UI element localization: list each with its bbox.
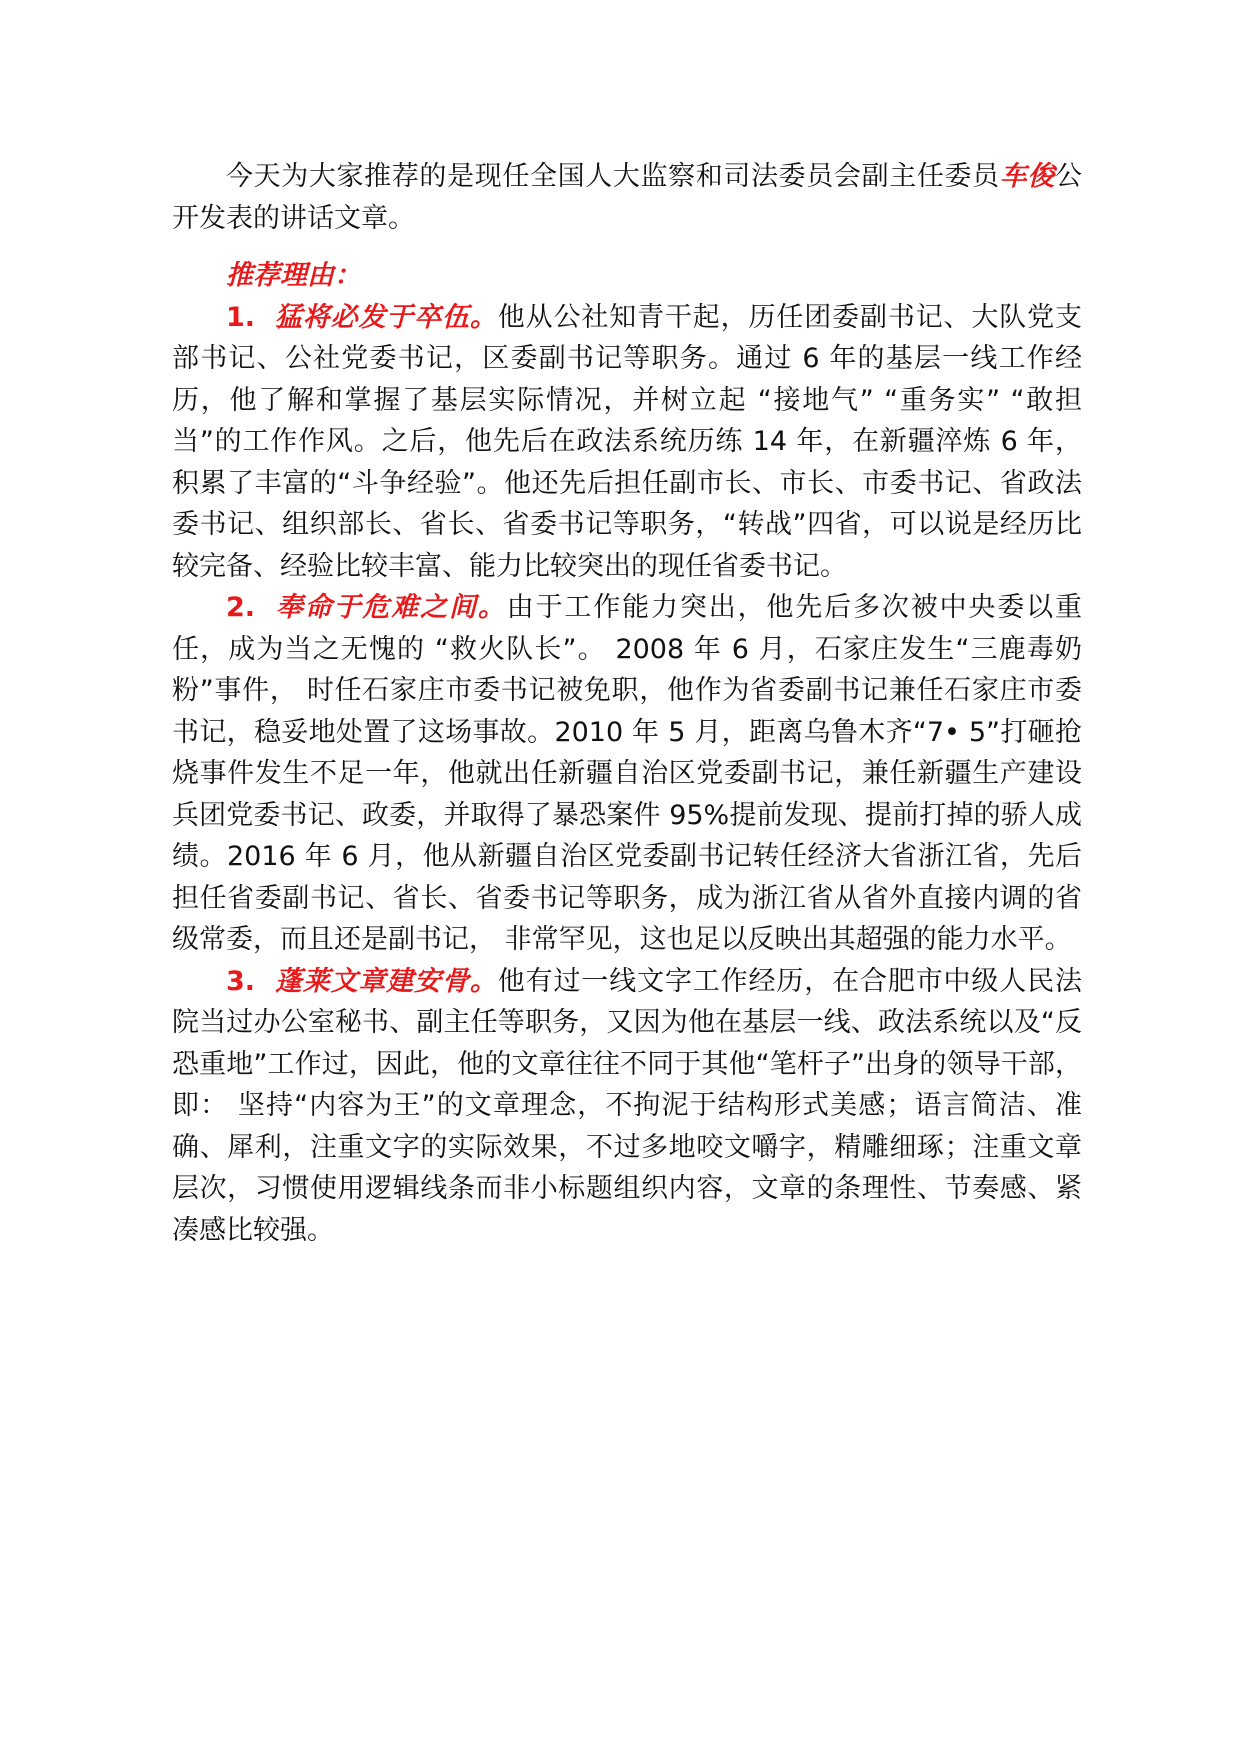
reason-paragraph-1	[172, 297, 1082, 588]
reason-title: 蓬莱文章建安骨。	[274, 965, 498, 997]
reason-title: 猛将必发于卒伍。	[274, 301, 498, 333]
reason-paragraph-3	[172, 961, 1082, 1252]
author-name: 车俊	[999, 161, 1056, 192]
reason-paragraph-2	[172, 587, 1082, 961]
reason-number: 1.	[226, 301, 256, 333]
reasons-heading	[172, 255, 1082, 297]
intro-paragraph	[172, 156, 1082, 239]
reason-number: 2.	[226, 592, 256, 623]
reasons-heading-text: 推荐理由：	[226, 260, 361, 291]
reason-body: 他有过一线文字工作经历，在合肥市中级人民法院当过办公室秘书、副主任等职务，又因为他在基层一线、政法系统以及“反恐重地”工作过，因此，他的文章往往不同于其他“笔杆子”出身的领导干部，即： 坚持“内容为王”的文章理念，不拘泥于结构形式美感；语言简洁、准确、犀利，注重文字的实际效果，不过多地咬文嚼字，精雕细琢；注重文章层次，习惯使用逻辑线条而非小标题组织内容，文章的条理性、节奏感、紧凑感比较强。	[172, 965, 1083, 1246]
reason-title: 奉命于危难之间。	[274, 592, 507, 623]
reason-body: 由于工作能力突出，他先后多次被中央委以重任，成为当之无愧的 “救火队长”。 2008 年 6 月，石家庄发生“三鹿毒奶粉”事件， 时任石家庄市委书记被免职，他作为省委副书记兼任石家庄市委书记，稳妥地处置了这场事故。2010 年 5 月，距离乌鲁木齐“7• 5”打砸抢烧事件发生不足一年，他就出任新疆自治区党委副书记，兼任新疆生产建设兵团党委书记、政委，并取得了暴恐案件 95%提前发现、提前打掉的骄人成绩。2016 年 6 月，他从新疆自治区党委副书记转任经济大省浙江省，先后担任省委副书记、省长、省委书记等职务，成为浙江省从省外直接内调的省级常委，而且还是副书记， 非常罕见，这也足以反映出其超强的能力水平。	[172, 592, 1083, 955]
intro-text-before: 今天为大家推荐的是现任全国人大监察和司法委员会副主任委员	[226, 161, 1000, 192]
document-body	[172, 156, 1082, 1251]
intro-text-after: 公开发表的讲话文章。	[172, 161, 1083, 234]
reason-body: 他从公社知青干起，历任团委副书记、大队党支部书记、公社党委书记，区委副书记等职务。通过 6 年的基层一线工作经历，他了解和掌握了基层实际情况，并树立起 “接地气” “重务实” “敢担当”的工作作风。之后，他先后在政法系统历练 14 年，在新疆淬炼 6 年， 积累了丰富的“斗争经验”。他还先后担任副市长、市长、市委书记、省政法委书记、组织部长、省长、省委书记等职务，“转战”四省，可以说是经历比较完备、经验比较丰富、能力比较突出的现任省委书记。	[172, 301, 1083, 582]
reason-number: 3.	[226, 965, 256, 997]
